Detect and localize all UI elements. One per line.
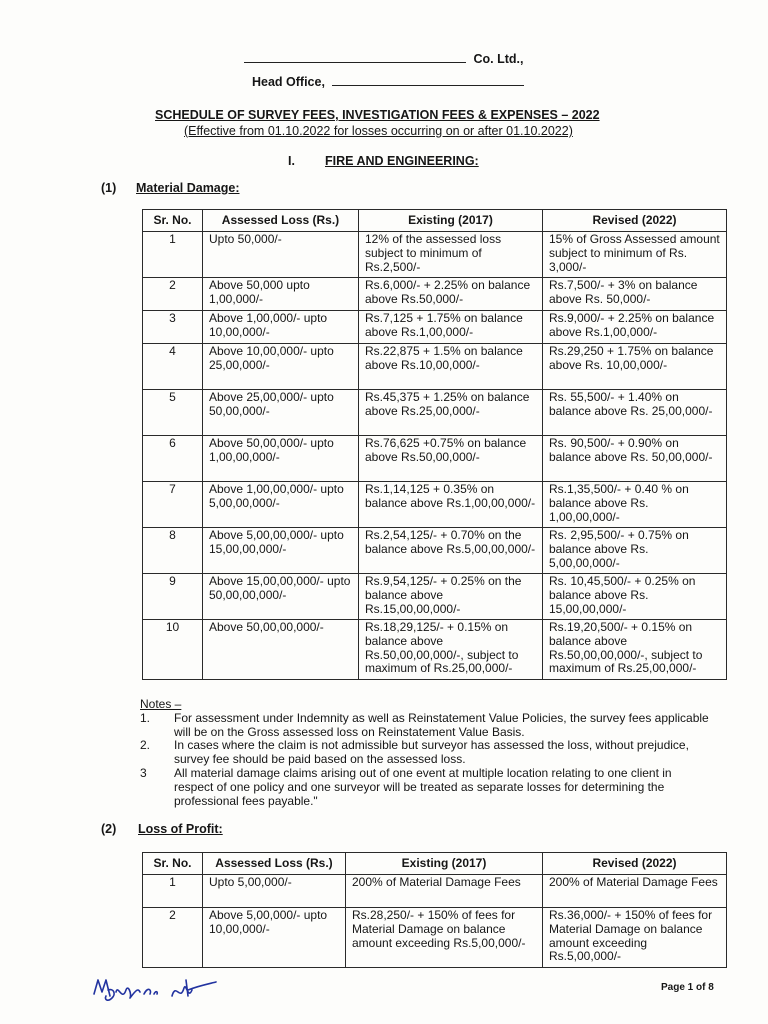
revised-fee-cell: 200% of Material Damage Fees: [543, 875, 727, 908]
notes-block: [140, 698, 710, 808]
assessed-loss-cell: Above 50,000 upto 1,00,000/-: [203, 278, 359, 311]
existing-fee-cell: Rs.7,125 + 1.75% on balance above Rs.1,00,000/-: [359, 311, 543, 344]
table-row: [143, 482, 727, 528]
material-damage-number: (1): [101, 181, 117, 195]
revised-fee-cell: Rs.19,20,500/- + 0.15% on balance above Rs.50,00,00,000/-, subject to maximum of Rs.25,00,000/-: [543, 620, 727, 680]
column-header-existing: Existing (2017): [346, 853, 543, 875]
column-header-sr-no: Sr. No.: [143, 210, 203, 232]
revised-fee-cell: Rs. 2,95,500/- + 0.75% on balance above Rs. 5,00,00,000/-: [543, 528, 727, 574]
existing-fee-cell: 12% of the assessed loss subject to minimum of Rs.2,500/-: [359, 232, 543, 278]
note-number: 3: [140, 765, 147, 780]
loss-of-profit-title: Loss of Profit:: [138, 822, 223, 836]
revised-fee-cell: Rs.1,35,500/- + 0.40 % on balance above Rs. 1,00,00,000/-: [543, 482, 727, 528]
table-header-row: [143, 210, 727, 232]
existing-fee-cell: Rs.28,250/- + 150% of fees for Material Damage on balance amount exceeding Rs.5,00,000/-: [346, 908, 543, 968]
revised-fee-cell: Rs. 10,45,500/- + 0.25% on balance above Rs. 15,00,00,000/-: [543, 574, 727, 620]
assessed-loss-cell: Above 5,00,00,000/- upto 15,00,00,000/-: [203, 528, 359, 574]
head-office-line: [252, 75, 524, 89]
document-title: SCHEDULE OF SURVEY FEES, INVESTIGATION FEES & EXPENSES – 2022: [155, 108, 600, 122]
revised-fee-cell: Rs. 55,500/- + 1.40% on balance above Rs. 25,00,000/-: [543, 390, 727, 436]
section-title: FIRE AND ENGINEERING:: [325, 154, 479, 168]
sr-no-cell: 8: [143, 528, 203, 574]
note-text: All material damage claims arising out of one event at multiple location relating to one client in respect of one policy and one surveyor will be treated as separate losses for determining the professional fees payable.": [174, 765, 672, 808]
table-row: [143, 232, 727, 278]
table-row: [143, 344, 727, 390]
revised-fee-cell: Rs.9,000/- + 2.25% on balance above Rs.1,00,000/-: [543, 311, 727, 344]
company-name-blank: [244, 62, 466, 63]
existing-fee-cell: Rs.9,54,125/- + 0.25% on the balance above Rs.15,00,00,000/-: [359, 574, 543, 620]
note-item: [140, 739, 710, 767]
table-row: [143, 620, 727, 680]
table-row: [143, 436, 727, 482]
table-row: [143, 278, 727, 311]
existing-fee-cell: Rs.2,54,125/- + 0.70% on the balance above Rs.5,00,00,000/-: [359, 528, 543, 574]
sr-no-cell: 1: [143, 875, 203, 908]
assessed-loss-cell: Above 1,00,000/- upto 10,00,000/-: [203, 311, 359, 344]
document-subtitle: (Effective from 01.10.2022 for losses occurring on or after 01.10.2022): [184, 124, 573, 138]
handwritten-initials: [88, 972, 218, 1012]
assessed-loss-cell: Above 50,00,00,000/-: [203, 620, 359, 680]
sr-no-cell: 5: [143, 390, 203, 436]
material-damage-title: Material Damage:: [136, 181, 240, 195]
column-header-assessed-loss: Assessed Loss (Rs.): [203, 210, 359, 232]
head-office-blank: [332, 85, 524, 86]
existing-fee-cell: Rs.76,625 +0.75% on balance above Rs.50,00,000/-: [359, 436, 543, 482]
table-row: [143, 528, 727, 574]
column-header-revised: Revised (2022): [543, 210, 727, 232]
assessed-loss-cell: Upto 50,000/-: [203, 232, 359, 278]
revised-fee-cell: Rs.7,500/- + 3% on balance above Rs. 50,000/-: [543, 278, 727, 311]
column-header-assessed-loss: Assessed Loss (Rs.): [203, 853, 346, 875]
note-number: 1.: [140, 710, 151, 725]
sr-no-cell: 3: [143, 311, 203, 344]
assessed-loss-cell: Above 5,00,000/- upto 10,00,000/-: [203, 908, 346, 968]
sr-no-cell: 7: [143, 482, 203, 528]
assessed-loss-cell: Above 15,00,00,000/- upto 50,00,00,000/-: [203, 574, 359, 620]
existing-fee-cell: Rs.22,875 + 1.5% on balance above Rs.10,00,000/-: [359, 344, 543, 390]
revised-fee-cell: Rs.36,000/- + 150% of fees for Material Damage on balance amount exceeding Rs.5,00,000/-: [543, 908, 727, 968]
existing-fee-cell: Rs.18,29,125/- + 0.15% on balance above Rs.50,00,00,000/-, subject to maximum of Rs.25,00,000/-: [359, 620, 543, 680]
sr-no-cell: 10: [143, 620, 203, 680]
table-row: [143, 311, 727, 344]
revised-fee-cell: Rs.29,250 + 1.75% on balance above Rs. 10,00,000/-: [543, 344, 727, 390]
loss-of-profit-number: (2): [101, 822, 117, 836]
assessed-loss-cell: Above 50,00,000/- upto 1,00,00,000/-: [203, 436, 359, 482]
material-damage-table: [142, 209, 727, 680]
sr-no-cell: 4: [143, 344, 203, 390]
table-row: [143, 390, 727, 436]
existing-fee-cell: Rs.1,14,125 + 0.35% on balance above Rs.1,00,00,000/-: [359, 482, 543, 528]
note-text: For assessment under Indemnity as well as Reinstatement Value Policies, the survey fees applicable will be on the Gross assessed loss on Reinstatement Value Basis.: [174, 710, 709, 739]
sr-no-cell: 2: [143, 908, 203, 968]
sr-no-cell: 6: [143, 436, 203, 482]
revised-fee-cell: 15% of Gross Assessed amount subject to minimum of Rs. 3,000/-: [543, 232, 727, 278]
column-header-revised: Revised (2022): [543, 853, 727, 875]
company-suffix: Co. Ltd.,: [473, 52, 524, 66]
note-text: In cases where the claim is not admissible but surveyor has assessed the loss, without prejudice, survey fee should be paid based on the assessed loss.: [174, 738, 689, 767]
existing-fee-cell: 200% of Material Damage Fees: [346, 875, 543, 908]
table-header-row: [143, 853, 727, 875]
page-number: Page 1 of 8: [661, 982, 714, 993]
sr-no-cell: 9: [143, 574, 203, 620]
notes-heading: Notes –: [140, 697, 182, 711]
head-office-label: Head Office,: [252, 75, 325, 89]
note-item: [140, 767, 710, 808]
assessed-loss-cell: Above 1,00,00,000/- upto 5,00,00,000/-: [203, 482, 359, 528]
column-header-sr-no: Sr. No.: [143, 853, 203, 875]
section-number: I.: [288, 154, 295, 168]
table-row: [143, 908, 727, 968]
loss-of-profit-table: [142, 852, 727, 968]
company-name-line: [244, 52, 523, 66]
column-header-existing: Existing (2017): [359, 210, 543, 232]
assessed-loss-cell: Upto 5,00,000/-: [203, 875, 346, 908]
table-row: [143, 875, 727, 908]
table-row: [143, 574, 727, 620]
sr-no-cell: 1: [143, 232, 203, 278]
assessed-loss-cell: Above 25,00,000/- upto 50,00,000/-: [203, 390, 359, 436]
existing-fee-cell: Rs.6,000/- + 2.25% on balance above Rs.50,000/-: [359, 278, 543, 311]
sr-no-cell: 2: [143, 278, 203, 311]
note-number: 2.: [140, 738, 151, 753]
existing-fee-cell: Rs.45,375 + 1.25% on balance above Rs.25,00,000/-: [359, 390, 543, 436]
note-item: [140, 712, 710, 740]
revised-fee-cell: Rs. 90,500/- + 0.90% on balance above Rs. 50,00,000/-: [543, 436, 727, 482]
assessed-loss-cell: Above 10,00,000/- upto 25,00,000/-: [203, 344, 359, 390]
